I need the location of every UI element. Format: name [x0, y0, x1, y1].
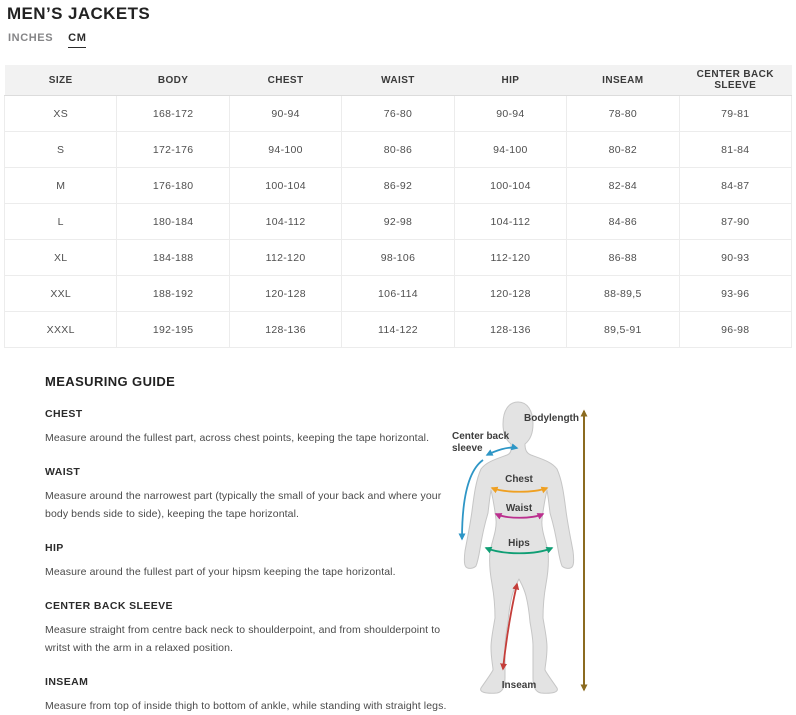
table-row	[5, 240, 792, 276]
measurement-cell: 100-104	[454, 168, 566, 204]
measurement-cell: 112-120	[454, 240, 566, 276]
column-header: HIP	[454, 65, 566, 96]
measurement-cell: 94-100	[229, 132, 341, 168]
measurement-cell: 188-192	[117, 276, 229, 312]
guide-item-text: Measure around the narrowest part (typically the small of your back and where your body bends side to side), keeping the tape horizontal.	[45, 490, 442, 520]
measurement-cell: 94-100	[454, 132, 566, 168]
measurement-cell: 87-90	[679, 204, 791, 240]
guide-item-text: Measure from top of inside thigh to bottom of ankle, while standing with straight legs.	[45, 700, 447, 712]
measurement-cell: 89,5-91	[567, 312, 679, 348]
size-cell: L	[5, 204, 117, 240]
measurement-cell: 90-93	[679, 240, 791, 276]
measurement-cell: 90-94	[229, 96, 341, 132]
column-header: BODY	[117, 65, 229, 96]
measurement-cell: 176-180	[117, 168, 229, 204]
unit-toggle	[8, 32, 86, 48]
measurement-cell: 100-104	[229, 168, 341, 204]
figure-label-inseam: Inseam	[501, 680, 537, 691]
figure-label-waist: Waist	[505, 503, 533, 514]
measurement-cell: 120-128	[454, 276, 566, 312]
guide-item-heading: CHEST	[45, 408, 83, 420]
column-header: INSEAM	[567, 65, 679, 96]
measurement-cell: 168-172	[117, 96, 229, 132]
size-table	[4, 65, 792, 348]
measurement-cell: 96-98	[679, 312, 791, 348]
measurement-cell: 128-136	[229, 312, 341, 348]
measurement-cell: 80-86	[342, 132, 454, 168]
measurement-cell: 114-122	[342, 312, 454, 348]
size-cell: S	[5, 132, 117, 168]
measurement-cell: 79-81	[679, 96, 791, 132]
guide-item-heading: WAIST	[45, 466, 81, 478]
figure-label-bodylength: Bodylength	[524, 413, 579, 424]
measurement-cell: 88-89,5	[567, 276, 679, 312]
size-cell: XS	[5, 96, 117, 132]
measuring-guide-figure	[445, 398, 605, 698]
figure-label-hips: Hips	[508, 538, 530, 549]
measurement-cell: 80-82	[567, 132, 679, 168]
measurement-cell: 84-87	[679, 168, 791, 204]
table-row	[5, 132, 792, 168]
size-cell: XL	[5, 240, 117, 276]
size-table-body	[5, 96, 792, 348]
unit-cm-button[interactable]: CM	[68, 32, 86, 48]
body-measurement-diagram	[445, 398, 605, 698]
column-header: CHEST	[229, 65, 341, 96]
measurement-cell: 81-84	[679, 132, 791, 168]
measurement-cell: 76-80	[342, 96, 454, 132]
measurement-cell: 120-128	[229, 276, 341, 312]
measurement-cell: 90-94	[454, 96, 566, 132]
column-header: CENTER BACK SLEEVE	[679, 65, 791, 96]
measurement-cell: 128-136	[454, 312, 566, 348]
column-header: WAIST	[342, 65, 454, 96]
figure-label-center-back-sleeve-line1: Center back	[452, 431, 510, 442]
measurement-cell: 86-92	[342, 168, 454, 204]
table-row	[5, 204, 792, 240]
measurement-cell: 184-188	[117, 240, 229, 276]
measurement-cell: 180-184	[117, 204, 229, 240]
guide-item-text: Measure around the fullest part of your hipsm keeping the tape horizontal.	[45, 566, 396, 578]
measurement-cell: 172-176	[117, 132, 229, 168]
measurement-cell: 92-98	[342, 204, 454, 240]
measurement-cell: 104-112	[454, 204, 566, 240]
size-table-header-row	[5, 65, 792, 96]
column-header: SIZE	[5, 65, 117, 96]
guide-item-heading: INSEAM	[45, 676, 89, 688]
measurement-cell: 98-106	[342, 240, 454, 276]
table-row	[5, 96, 792, 132]
measuring-guide-items	[45, 408, 449, 715]
figure-label-center-back-sleeve-line2: sleeve	[452, 443, 483, 454]
guide-item-heading: HIP	[45, 542, 64, 554]
measurement-cell: 82-84	[567, 168, 679, 204]
size-cell: XXXL	[5, 312, 117, 348]
measurement-cell: 112-120	[229, 240, 341, 276]
page-title: MEN’S JACKETS	[7, 4, 151, 23]
measurement-cell: 84-86	[567, 204, 679, 240]
measurement-cell: 104-112	[229, 204, 341, 240]
table-row	[5, 168, 792, 204]
measurement-cell: 78-80	[567, 96, 679, 132]
figure-label-chest: Chest	[505, 474, 533, 485]
table-row	[5, 312, 792, 348]
size-cell: XXL	[5, 276, 117, 312]
measurement-cell: 86-88	[567, 240, 679, 276]
guide-item-text: Measure straight from centre back neck to shoulderpoint, and from shoulderpoint to writst with the arm in a relaxed position.	[45, 624, 441, 654]
measuring-guide	[45, 374, 449, 715]
measurement-cell: 192-195	[117, 312, 229, 348]
measurement-cell: 93-96	[679, 276, 791, 312]
guide-item-heading: CENTER BACK SLEEVE	[45, 600, 173, 612]
guide-item-text: Measure around the fullest part, across chest points, keeping the tape horizontal.	[45, 432, 430, 444]
unit-inches-button[interactable]: INCHES	[8, 32, 54, 44]
measurement-cell: 106-114	[342, 276, 454, 312]
measuring-guide-title: MEASURING GUIDE	[45, 374, 176, 389]
size-cell: M	[5, 168, 117, 204]
table-row	[5, 276, 792, 312]
